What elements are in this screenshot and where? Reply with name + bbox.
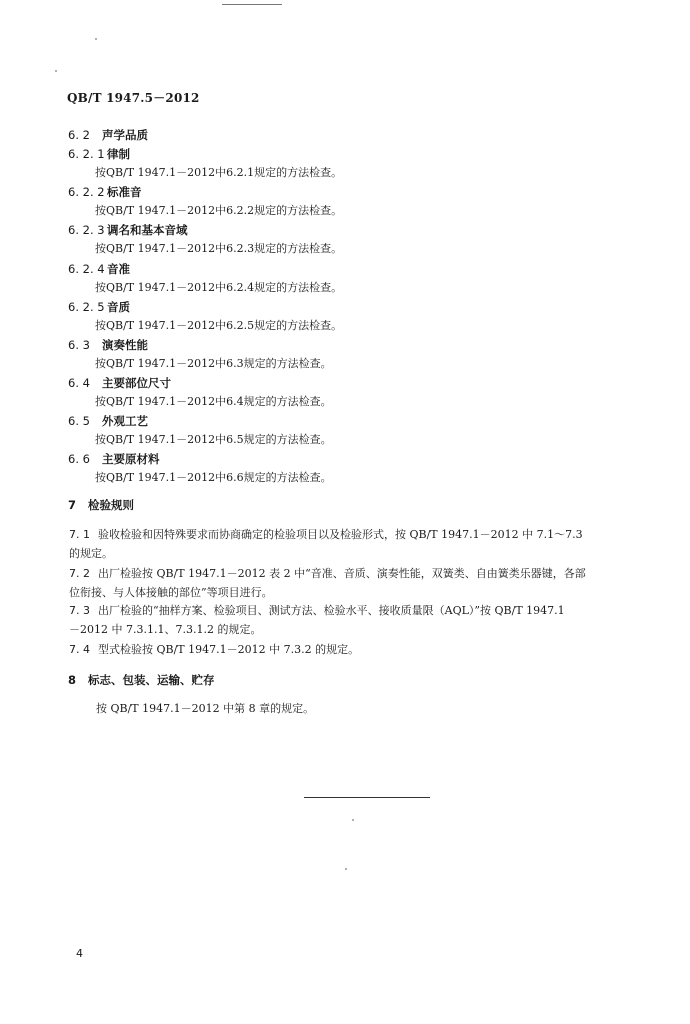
clause-text: 按QB/T 1947.1－2012中6.5规定的方法检查。	[95, 433, 332, 446]
clause-heading	[68, 127, 148, 143]
clause-number: 6. 2	[68, 128, 90, 142]
clause-text-continued: 位衔接、与人体接触的部位”等项目进行。	[69, 586, 273, 599]
clause-title: 演奏性能	[102, 338, 148, 352]
clause-heading	[68, 146, 130, 162]
clause-text: 出厂检验按 QB/T 1947.1－2012 表 2 中“音准、音质、演奏性能，双簧类、自由簧类乐器键，各部	[98, 567, 586, 580]
clause-heading	[68, 184, 142, 200]
clause-number: 6. 2. 1	[68, 147, 105, 161]
section-title: 标志、包装、运输、贮存	[88, 673, 215, 687]
clause-text: 型式检验按 QB/T 1947.1－2012 中 7.3.2 的规定。	[98, 643, 360, 656]
clause-text: 按QB/T 1947.1－2012中6.2.5规定的方法检查。	[95, 319, 343, 332]
end-rule	[304, 797, 430, 798]
section-title: 检验规则	[88, 498, 134, 512]
clause-text: 按QB/T 1947.1－2012中6.6规定的方法检查。	[95, 471, 332, 484]
clause-heading	[68, 413, 148, 429]
clause-paragraph	[69, 642, 359, 658]
clause-number: 6. 2. 2	[68, 185, 105, 199]
clause-paragraph	[69, 527, 583, 543]
clause-title: 声学品质	[102, 128, 148, 142]
clause-text: 按QB/T 1947.1－2012中6.2.4规定的方法检查。	[95, 281, 343, 294]
clause-title: 音质	[107, 300, 130, 314]
clause-title: 调名和基本音域	[107, 223, 188, 237]
scan-speck	[352, 819, 354, 821]
clause-number: 7. 2	[69, 567, 90, 580]
clause-number: 7. 1	[69, 528, 90, 541]
clause-number: 7. 4	[69, 643, 90, 656]
scan-speck	[55, 70, 57, 72]
clause-number: 6. 6	[68, 452, 90, 466]
clause-title: 外观工艺	[102, 414, 148, 428]
clause-paragraph	[69, 603, 565, 619]
clause-text: 按QB/T 1947.1－2012中6.4规定的方法检查。	[95, 395, 332, 408]
clause-text: 验收检验和因特殊要求而协商确定的检验项目以及检验形式，按 QB/T 1947.1－2012 中 7.1～7.3	[98, 528, 583, 541]
clause-number: 6. 2. 3	[68, 223, 105, 237]
section-number: 8	[68, 673, 77, 687]
clause-heading	[68, 375, 171, 391]
clause-heading	[68, 261, 130, 277]
clause-number: 6. 2. 5	[68, 300, 105, 314]
clause-heading	[68, 299, 130, 315]
section-number: 7	[68, 498, 77, 512]
clause-number: 6. 2. 4	[68, 262, 105, 276]
clause-heading	[68, 337, 148, 353]
section-heading	[68, 672, 215, 688]
clause-text-continued: 的规定。	[69, 547, 113, 560]
clause-text-continued: －2012 中 7.3.1.1、7.3.1.2 的规定。	[69, 623, 262, 636]
clause-title: 主要部位尺寸	[102, 376, 171, 390]
scan-speck	[345, 868, 347, 870]
clause-title: 音准	[107, 262, 130, 276]
section-heading	[68, 497, 134, 513]
scan-speck	[95, 38, 97, 40]
clause-text: 按QB/T 1947.1－2012中6.2.2规定的方法检查。	[95, 204, 343, 217]
clause-number: 7. 3	[69, 604, 90, 617]
standard-code: QB/T 1947.5－2012	[67, 91, 200, 105]
clause-number: 6. 4	[68, 376, 90, 390]
clause-heading	[68, 222, 188, 238]
clause-number: 6. 5	[68, 414, 90, 428]
top-rule	[222, 4, 282, 5]
clause-text: 按QB/T 1947.1－2012中6.2.3规定的方法检查。	[95, 242, 343, 255]
page-number: 4	[76, 947, 83, 960]
clause-number: 6. 3	[68, 338, 90, 352]
clause-text: 按QB/T 1947.1－2012中6.2.1规定的方法检查。	[95, 166, 343, 179]
clause-paragraph	[69, 566, 586, 582]
clause-title: 标准音	[107, 185, 142, 199]
clause-text: 按QB/T 1947.1－2012中6.3规定的方法检查。	[95, 357, 332, 370]
clause-title: 律制	[107, 147, 130, 161]
section-text: 按 QB/T 1947.1－2012 中第 8 章的规定。	[96, 702, 315, 715]
clause-heading	[68, 451, 160, 467]
clause-title: 主要原材料	[102, 452, 160, 466]
clause-text: 出厂检验的“抽样方案、检验项目、测试方法、检验水平、接收质量限（AQL）”按 QB/T 1947.1	[98, 604, 565, 617]
